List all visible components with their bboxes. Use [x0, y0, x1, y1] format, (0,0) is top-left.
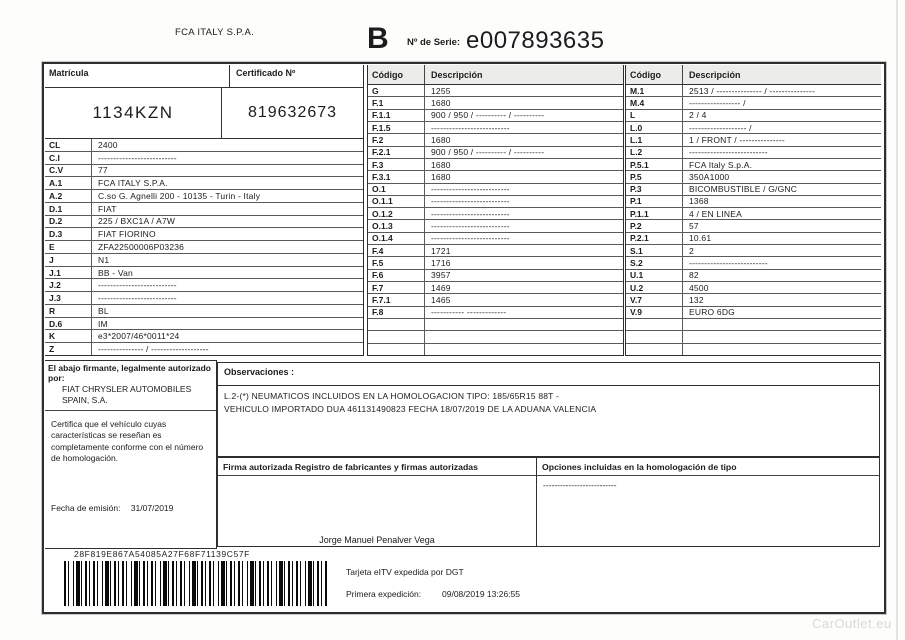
row-value: C.so G. Agnelli 200 - 10135 - Turin - Italy: [98, 190, 261, 201]
section-letter: B: [367, 22, 389, 55]
table-row: [45, 254, 363, 267]
row-value: 2 / 4: [689, 110, 707, 121]
row-value: 2513 / --------------- / ---------------: [689, 85, 815, 96]
row-code: F.2.1: [368, 147, 425, 158]
card-issuer-text: Tarjeta eITV expedida por DGT: [346, 567, 464, 577]
row-value: EURO 6DG: [689, 307, 735, 318]
table-row: [626, 245, 881, 257]
row-code: P.3: [626, 184, 683, 195]
row-value: 132: [689, 294, 704, 305]
row-value: [683, 319, 881, 330]
row-code: P.1.1: [626, 208, 683, 219]
row-code: [368, 331, 425, 342]
row-code: P.5.1: [626, 159, 683, 170]
row-value: ZFA22500006P03236: [98, 242, 185, 252]
row-value: 1469: [431, 282, 451, 293]
table-row: [45, 318, 363, 331]
row-value: 77: [98, 165, 108, 176]
row-code: D.1: [45, 203, 92, 215]
row-value: 3957: [431, 270, 451, 281]
row-code: J.3: [45, 292, 92, 304]
row-code: G: [368, 85, 425, 96]
row-code: S.2: [626, 257, 683, 268]
row-value: 225 / BXC1A / A7W: [98, 216, 176, 227]
row-code: A.2: [45, 190, 92, 202]
table-row: [368, 233, 623, 245]
row-value: 1716: [431, 258, 451, 269]
registration-values-row: [45, 88, 363, 139]
row-code: F.7.1: [368, 294, 425, 305]
row-code: O.1.1: [368, 196, 425, 207]
row-value: --------------- / -------------------: [98, 344, 209, 355]
table-row: [45, 279, 363, 292]
row-value: --------------------------: [431, 184, 510, 195]
row-value: N1: [98, 254, 110, 265]
matricula-label: Matrícula: [45, 65, 230, 87]
table-row: [45, 190, 363, 203]
table-row: [626, 171, 881, 183]
table-row: [626, 147, 881, 159]
row-code: M.1: [626, 85, 683, 96]
registration-header-row: [45, 65, 363, 88]
opciones-box: [537, 457, 880, 547]
row-value: --------------------------: [431, 196, 510, 207]
row-code: [626, 331, 683, 342]
row-value: --------------------------: [98, 280, 177, 291]
table-row: [368, 97, 623, 109]
table-row: [368, 85, 623, 97]
row-value: 1721: [431, 245, 451, 256]
registration-table: [45, 65, 364, 356]
table-row: [626, 159, 881, 171]
row-code: O.1: [368, 184, 425, 195]
signature-name: Jorge Manuel Penalver Vega: [319, 535, 435, 545]
row-code: F.7: [368, 282, 425, 293]
row-code: CL: [45, 139, 92, 151]
row-code: F.5: [368, 257, 425, 268]
row-value: e3*2007/46*0011*24: [98, 331, 180, 342]
row-code: F.8: [368, 307, 425, 318]
serial-number-label: Nº de Serie:: [407, 37, 461, 48]
table-row: [45, 152, 363, 165]
table-row: [45, 228, 363, 241]
firma-box: [217, 457, 537, 547]
row-value: [425, 319, 623, 330]
observaciones-body: [217, 386, 880, 457]
row-value: --------------------------: [431, 221, 510, 232]
table-row: [368, 344, 623, 355]
descripcion-header: Descripción: [689, 69, 741, 80]
row-value: FCA ITALY S.P.A.: [98, 178, 168, 189]
opciones-value: --------------------------: [543, 480, 617, 490]
row-value: 900 / 950 / ---------- / ----------: [431, 110, 545, 121]
row-code: L.1: [626, 134, 683, 145]
certification-text: Certifica que el vehículo cuyas características se reseñan es completamente conforme con el número de homologación.: [51, 418, 204, 464]
row-code: [626, 344, 683, 355]
row-value: [425, 344, 623, 355]
row-code: F.1.1: [368, 110, 425, 121]
row-value: --------------------------: [689, 147, 768, 158]
table-row: [626, 208, 881, 220]
row-code: E: [45, 241, 92, 253]
row-value: --------------------------: [689, 258, 768, 269]
row-value: 2400: [98, 139, 118, 150]
signer-company-line2: SPAIN, S.A.: [62, 395, 108, 405]
table-row: [626, 134, 881, 146]
row-code: C.I: [45, 152, 92, 164]
row-code: P.1: [626, 196, 683, 207]
table-row: [368, 319, 623, 331]
row-value: BB - Van: [98, 267, 133, 278]
row-code: F.1.5: [368, 122, 425, 133]
row-value: 1680: [431, 159, 451, 170]
masses-rows: [626, 85, 881, 355]
row-code: [368, 344, 425, 355]
watermark: CarOutlet.eu: [812, 616, 892, 631]
issue-date-line: [51, 503, 173, 513]
row-code: U.2: [626, 282, 683, 293]
table-row: [626, 97, 881, 109]
row-value: 4 / EN LINEA: [689, 208, 742, 219]
serial-number-value: e007893635: [466, 27, 605, 54]
row-value: 1680: [431, 134, 451, 145]
row-code: J: [45, 254, 92, 266]
table-row: [626, 282, 881, 294]
dimensions-table: [367, 65, 624, 356]
table-row: [626, 307, 881, 319]
table-row: [368, 184, 623, 196]
row-value: --------------------------: [431, 233, 510, 244]
table-row: [45, 292, 363, 305]
row-code: L.2: [626, 147, 683, 158]
row-code: [368, 319, 425, 330]
dimensions-table-header: [368, 65, 623, 85]
row-code: F.3.1: [368, 171, 425, 182]
table-row: [368, 171, 623, 183]
table-row: [45, 305, 363, 318]
table-row: [626, 257, 881, 269]
table-row: [368, 257, 623, 269]
descripcion-header: Descripción: [431, 69, 483, 80]
table-row: [626, 294, 881, 306]
firma-title: Firma autorizada Registro de fabricantes y firmas autorizadas: [218, 458, 536, 476]
table-row: [626, 85, 881, 97]
signer-company-line1: FIAT CHRYSLER AUTOMOBILES: [62, 384, 192, 395]
table-row: [368, 220, 623, 232]
row-code: [626, 319, 683, 330]
table-row: [626, 184, 881, 196]
row-value: --------------------------: [431, 122, 510, 133]
row-code: D.6: [45, 318, 92, 330]
table-row: [45, 330, 363, 343]
table-row: [626, 344, 881, 355]
row-value: --------------------------: [98, 293, 177, 304]
barcode-number: 28F819E867A54085A27F68F71139C57F: [74, 549, 250, 559]
observaciones-line: VEHICULO IMPORTADO DUA 461131490823 FECHA 18/07/2019 DE LA ADUANA VALENCIA: [224, 403, 597, 414]
row-code: Z: [45, 343, 92, 355]
masses-table-header: [626, 65, 881, 85]
row-value: --------------------------: [431, 208, 510, 219]
table-row: [368, 282, 623, 294]
table-row: [368, 134, 623, 146]
table-row: [368, 122, 623, 134]
row-code: R: [45, 305, 92, 317]
signer-block: [45, 360, 217, 549]
row-value: 900 / 950 / ---------- / ----------: [431, 147, 545, 158]
row-code: F.2: [368, 134, 425, 145]
table-row: [368, 208, 623, 220]
table-row: [45, 343, 363, 355]
row-value: 1680: [431, 171, 451, 182]
row-value: FCA Italy S.p.A.: [689, 159, 753, 170]
row-code: L.0: [626, 122, 683, 133]
row-code: O.1.2: [368, 208, 425, 219]
row-code: P.2.1: [626, 233, 683, 244]
row-code: F.4: [368, 245, 425, 256]
row-code: K: [45, 330, 92, 342]
table-row: [626, 233, 881, 245]
row-code: F.3: [368, 159, 425, 170]
row-code: S.1: [626, 245, 683, 256]
row-code: P.5: [626, 171, 683, 182]
masses-table: [625, 65, 881, 356]
issue-date-value: 31/07/2019: [130, 503, 174, 513]
row-code: C.V: [45, 165, 92, 177]
signer-company: [48, 384, 213, 405]
table-row: [626, 270, 881, 282]
opciones-title: Opciones incluidas en la homologación de tipo: [537, 458, 879, 476]
table-row: [368, 159, 623, 171]
table-row: [45, 241, 363, 254]
row-code: M.4: [626, 97, 683, 108]
table-row: [45, 267, 363, 280]
row-code: U.1: [626, 270, 683, 281]
table-row: [626, 196, 881, 208]
row-code: V.9: [626, 307, 683, 318]
codigo-header: Código: [626, 65, 683, 84]
table-row: [45, 203, 363, 216]
table-row: [368, 294, 623, 306]
table-row: [368, 331, 623, 343]
row-value: 2: [689, 245, 694, 256]
row-value: 1465: [431, 294, 451, 305]
row-value: ----------------- /: [689, 97, 746, 108]
row-code: P.2: [626, 220, 683, 231]
row-code: D.2: [45, 216, 92, 228]
observaciones-line: L.2-(*) NEUMATICOS INCLUIDOS EN LA HOMOLOGACION TIPO: 185/65R15 88T -: [224, 391, 559, 401]
first-issue-value: 09/08/2019 13:26:55: [442, 589, 520, 599]
signer-intro: El abajo firmante, legalmente autorizado por:: [48, 363, 211, 384]
row-code: J.2: [45, 279, 92, 291]
row-value: FIAT: [98, 203, 117, 214]
codigo-header: Código: [368, 65, 425, 84]
row-value: [683, 331, 881, 342]
signer-header: [45, 361, 216, 411]
row-value: IM: [98, 318, 108, 329]
row-value: --------------------------: [98, 152, 177, 163]
row-code: O.1.4: [368, 233, 425, 244]
row-value: FIAT FIORINO: [98, 229, 156, 240]
table-row: [45, 165, 363, 178]
dimensions-rows: [368, 85, 623, 355]
table-row: [368, 196, 623, 208]
itv-card: [42, 62, 886, 614]
row-code: L: [626, 110, 683, 121]
table-row: [626, 319, 881, 331]
row-code: O.1.3: [368, 220, 425, 231]
matricula-value: 1134KZN: [45, 88, 222, 138]
scan-edge-line: [896, 0, 898, 640]
row-code: F.1: [368, 97, 425, 108]
table-row: [368, 147, 623, 159]
issue-date-label: Fecha de emisión:: [51, 503, 121, 513]
table-row: [368, 110, 623, 122]
row-code: V.7: [626, 294, 683, 305]
row-value: [425, 331, 623, 342]
row-value: BICOMBUSTIBLE / G/GNC: [689, 184, 798, 195]
vehicle-rows: [45, 139, 363, 355]
row-code: J.1: [45, 267, 92, 279]
row-value: 1 / FRONT / ---------------: [689, 134, 785, 145]
row-value: ------------------- /: [689, 122, 752, 133]
table-row: [626, 110, 881, 122]
certificado-value: 819632673: [247, 104, 338, 121]
row-value: BL: [98, 305, 109, 316]
table-row: [45, 177, 363, 190]
manufacturer-name: FCA ITALY S.P.A.: [175, 27, 255, 38]
table-row: [368, 270, 623, 282]
row-value: 10.61: [689, 233, 712, 244]
certificado-label: Certificado Nº: [236, 68, 296, 78]
first-issue-label: Primera expedición:: [346, 589, 422, 599]
row-value: ----------- -------------: [431, 307, 507, 318]
row-value: [683, 344, 881, 355]
table-row: [45, 139, 363, 152]
row-value: 350A1000: [689, 171, 730, 182]
row-value: 82: [689, 270, 699, 281]
table-row: [368, 307, 623, 319]
row-value: 4500: [689, 282, 709, 293]
row-code: F.6: [368, 270, 425, 281]
row-code: D.3: [45, 228, 92, 240]
row-code: A.1: [45, 177, 92, 189]
observaciones-title: Observaciones :: [217, 362, 880, 386]
row-value: 1368: [689, 196, 709, 207]
table-row: [626, 220, 881, 232]
table-row: [368, 245, 623, 257]
row-value: 1255: [431, 85, 451, 96]
table-row: [626, 331, 881, 343]
table-row: [45, 216, 363, 229]
barcode: [64, 561, 327, 606]
row-value: 1680: [431, 97, 451, 108]
table-row: [626, 122, 881, 134]
row-value: 57: [689, 221, 699, 232]
